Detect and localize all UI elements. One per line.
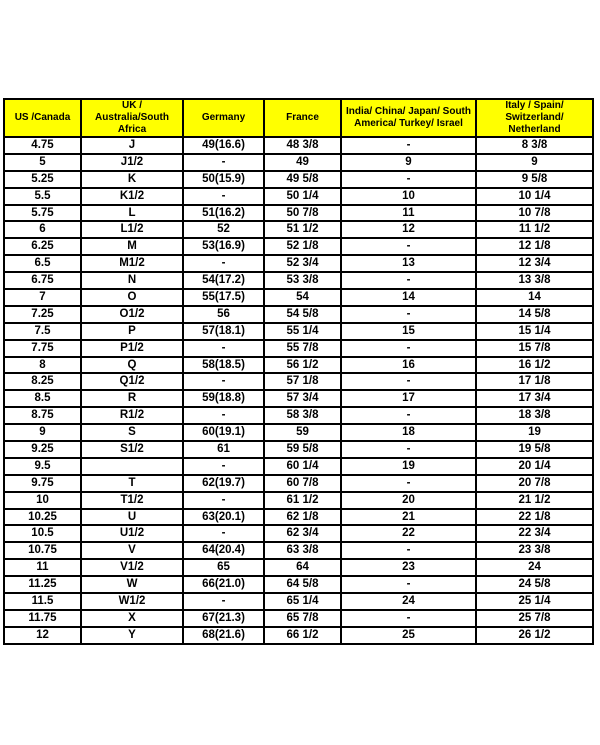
table-cell: 61 1/2: [264, 492, 341, 509]
table-row: [4, 424, 593, 441]
table-cell: J1/2: [81, 154, 183, 171]
table-cell: 9.5: [4, 458, 81, 475]
table-cell: 52 3/4: [264, 255, 341, 272]
table-cell: 64(20.4): [183, 542, 264, 559]
table-cell: 16: [341, 357, 476, 374]
table-cell: 22 3/4: [476, 525, 593, 542]
table-row: [4, 627, 593, 644]
table-cell: 9 5/8: [476, 171, 593, 188]
table-cell: 64 5/8: [264, 576, 341, 593]
table-cell: 7.25: [4, 306, 81, 323]
table-cell: 4.75: [4, 137, 81, 154]
table-cell: 66(21.0): [183, 576, 264, 593]
table-cell: 10.5: [4, 525, 81, 542]
table-cell: 60 1/4: [264, 458, 341, 475]
table-cell: 63(20.1): [183, 509, 264, 526]
table-cell: 61: [183, 441, 264, 458]
table-cell: 53 3/8: [264, 272, 341, 289]
table-cell: -: [341, 441, 476, 458]
table-cell: 6: [4, 221, 81, 238]
table-cell: -: [183, 188, 264, 205]
table-cell: 17 1/8: [476, 373, 593, 390]
table-cell: V: [81, 542, 183, 559]
table-cell: 56 1/2: [264, 357, 341, 374]
table-cell: 6.75: [4, 272, 81, 289]
table-cell: 25 7/8: [476, 610, 593, 627]
table-cell: -: [341, 272, 476, 289]
table-cell: 7.5: [4, 323, 81, 340]
table-cell: 49(16.6): [183, 137, 264, 154]
table-cell: 10: [4, 492, 81, 509]
table-cell: 5: [4, 154, 81, 171]
table-cell: 9.75: [4, 475, 81, 492]
table-row: [4, 458, 593, 475]
table-row: [4, 272, 593, 289]
table-row: [4, 137, 593, 154]
table-cell: N: [81, 272, 183, 289]
table-cell: Q1/2: [81, 373, 183, 390]
table-cell: 19: [341, 458, 476, 475]
table-cell: 11.25: [4, 576, 81, 593]
table-cell: -: [183, 373, 264, 390]
table-row: [4, 221, 593, 238]
table-cell: Y: [81, 627, 183, 644]
table-cell: 10 1/4: [476, 188, 593, 205]
table-cell: 5.5: [4, 188, 81, 205]
table-row: [4, 357, 593, 374]
table-cell: S: [81, 424, 183, 441]
table-cell: P1/2: [81, 340, 183, 357]
table-cell: U: [81, 509, 183, 526]
column-header-us-canada: US /Canada: [4, 99, 81, 137]
table-cell: 8.5: [4, 390, 81, 407]
table-cell: 8 3/8: [476, 137, 593, 154]
column-header-france: France: [264, 99, 341, 137]
table-cell: -: [341, 542, 476, 559]
table-cell: Q: [81, 357, 183, 374]
table-cell: 6.25: [4, 238, 81, 255]
table-cell: 20: [341, 492, 476, 509]
table-cell: 10.75: [4, 542, 81, 559]
table-cell: 15 7/8: [476, 340, 593, 357]
table-cell: 13 3/8: [476, 272, 593, 289]
table-cell: 55 1/4: [264, 323, 341, 340]
ring-size-conversion-table: [3, 98, 594, 645]
table-cell: 24 5/8: [476, 576, 593, 593]
table-cell: 60(19.1): [183, 424, 264, 441]
table-cell: 7: [4, 289, 81, 306]
table-row: [4, 205, 593, 222]
table-cell: -: [341, 610, 476, 627]
table-cell: 21: [341, 509, 476, 526]
table-cell: T1/2: [81, 492, 183, 509]
table-cell: -: [183, 458, 264, 475]
table-cell: 21 1/2: [476, 492, 593, 509]
table-cell: 15 1/4: [476, 323, 593, 340]
table-cell: 12: [4, 627, 81, 644]
table-cell: M: [81, 238, 183, 255]
table-cell: 53(16.9): [183, 238, 264, 255]
table-cell: 14 5/8: [476, 306, 593, 323]
table-cell: 15: [341, 323, 476, 340]
table-cell: 57 3/4: [264, 390, 341, 407]
table-cell: J: [81, 137, 183, 154]
table-row: [4, 492, 593, 509]
table-cell: -: [341, 306, 476, 323]
table-cell: L1/2: [81, 221, 183, 238]
table-cell: -: [341, 137, 476, 154]
table-cell: 50 7/8: [264, 205, 341, 222]
table-cell: -: [183, 525, 264, 542]
table-cell: [81, 458, 183, 475]
table-cell: 22 1/8: [476, 509, 593, 526]
table-cell: 49 5/8: [264, 171, 341, 188]
table-cell: L: [81, 205, 183, 222]
table-cell: 68(21.6): [183, 627, 264, 644]
table-cell: 48 3/8: [264, 137, 341, 154]
table-cell: 11: [341, 205, 476, 222]
table-cell: 14: [341, 289, 476, 306]
table-cell: 9.25: [4, 441, 81, 458]
table-cell: 12: [341, 221, 476, 238]
table-cell: 62(19.7): [183, 475, 264, 492]
table-row: [4, 390, 593, 407]
table-cell: K: [81, 171, 183, 188]
table-cell: R: [81, 390, 183, 407]
table-cell: 67(21.3): [183, 610, 264, 627]
table-cell: 55 7/8: [264, 340, 341, 357]
header-row: [4, 99, 593, 137]
table-cell: 5.75: [4, 205, 81, 222]
table-cell: K1/2: [81, 188, 183, 205]
table-cell: S1/2: [81, 441, 183, 458]
table-cell: 18 3/8: [476, 407, 593, 424]
table-cell: 65 1/4: [264, 593, 341, 610]
table-cell: 54: [264, 289, 341, 306]
table-row: [4, 255, 593, 272]
table-row: [4, 188, 593, 205]
table-cell: -: [183, 593, 264, 610]
table-cell: 60 7/8: [264, 475, 341, 492]
table-cell: -: [183, 492, 264, 509]
table-cell: 50(15.9): [183, 171, 264, 188]
table-cell: 51(16.2): [183, 205, 264, 222]
table-cell: 62 3/4: [264, 525, 341, 542]
table-cell: 25 1/4: [476, 593, 593, 610]
table-cell: 11.5: [4, 593, 81, 610]
table-cell: 66 1/2: [264, 627, 341, 644]
table-cell: 10.25: [4, 509, 81, 526]
table-cell: 57(18.1): [183, 323, 264, 340]
table-cell: -: [341, 238, 476, 255]
table-cell: 54 5/8: [264, 306, 341, 323]
table-row: [4, 509, 593, 526]
table-cell: 13: [341, 255, 476, 272]
table-cell: O: [81, 289, 183, 306]
table-row: [4, 289, 593, 306]
table-cell: 18: [341, 424, 476, 441]
table-cell: 17: [341, 390, 476, 407]
table-cell: 12 3/4: [476, 255, 593, 272]
table-cell: O1/2: [81, 306, 183, 323]
table-cell: 20 7/8: [476, 475, 593, 492]
table-cell: 10: [341, 188, 476, 205]
table-cell: 56: [183, 306, 264, 323]
column-header-uk-australia-south-africa: UK / Australia/South Africa: [81, 99, 183, 137]
table-cell: 9: [341, 154, 476, 171]
table-row: [4, 340, 593, 357]
table-cell: 59 5/8: [264, 441, 341, 458]
table-cell: 6.5: [4, 255, 81, 272]
table-cell: 10 7/8: [476, 205, 593, 222]
table-row: [4, 559, 593, 576]
table-cell: -: [341, 171, 476, 188]
table-row: [4, 542, 593, 559]
table-row: [4, 475, 593, 492]
table-cell: 59(18.8): [183, 390, 264, 407]
table-cell: X: [81, 610, 183, 627]
table-cell: 65 7/8: [264, 610, 341, 627]
table-cell: -: [183, 340, 264, 357]
table-cell: -: [183, 407, 264, 424]
table-row: [4, 525, 593, 542]
table-cell: 23 3/8: [476, 542, 593, 559]
table-cell: W: [81, 576, 183, 593]
table-cell: 26 1/2: [476, 627, 593, 644]
table-cell: M1/2: [81, 255, 183, 272]
column-header-germany: Germany: [183, 99, 264, 137]
table-cell: 19 5/8: [476, 441, 593, 458]
table-row: [4, 576, 593, 593]
table-cell: 50 1/4: [264, 188, 341, 205]
table-body: [4, 137, 593, 644]
table-cell: P: [81, 323, 183, 340]
table-row: [4, 593, 593, 610]
table-cell: 22: [341, 525, 476, 542]
table-row: [4, 238, 593, 255]
table-cell: 63 3/8: [264, 542, 341, 559]
table-row: [4, 407, 593, 424]
table-header-row: [4, 99, 593, 137]
table-cell: 49: [264, 154, 341, 171]
table-cell: V1/2: [81, 559, 183, 576]
table-cell: -: [341, 340, 476, 357]
table-cell: 59: [264, 424, 341, 441]
table-cell: 7.75: [4, 340, 81, 357]
table-row: [4, 306, 593, 323]
table-cell: 24: [476, 559, 593, 576]
table-row: [4, 610, 593, 627]
table-cell: 14: [476, 289, 593, 306]
table-cell: 11: [4, 559, 81, 576]
table-cell: 58 3/8: [264, 407, 341, 424]
table-cell: 8.25: [4, 373, 81, 390]
table-cell: 11.75: [4, 610, 81, 627]
table-cell: U1/2: [81, 525, 183, 542]
table-cell: -: [341, 373, 476, 390]
table-cell: 24: [341, 593, 476, 610]
table-cell: -: [183, 154, 264, 171]
table-row: [4, 171, 593, 188]
table-cell: -: [341, 407, 476, 424]
table-cell: -: [341, 576, 476, 593]
table-cell: 54(17.2): [183, 272, 264, 289]
table-cell: 9: [476, 154, 593, 171]
table-cell: 62 1/8: [264, 509, 341, 526]
table-cell: 8.75: [4, 407, 81, 424]
table-row: [4, 323, 593, 340]
table-row: [4, 441, 593, 458]
table-cell: 12 1/8: [476, 238, 593, 255]
table-cell: 23: [341, 559, 476, 576]
table-cell: T: [81, 475, 183, 492]
table-cell: 57 1/8: [264, 373, 341, 390]
column-header-india-china-japan: India/ China/ Japan/ South America/ Turkey/ Israel: [341, 99, 476, 137]
table-cell: 19: [476, 424, 593, 441]
table-cell: 17 3/4: [476, 390, 593, 407]
table-cell: 51 1/2: [264, 221, 341, 238]
table-cell: 5.25: [4, 171, 81, 188]
table-cell: 52: [183, 221, 264, 238]
table-cell: 11 1/2: [476, 221, 593, 238]
table-cell: 25: [341, 627, 476, 644]
table-cell: 20 1/4: [476, 458, 593, 475]
table-cell: 55(17.5): [183, 289, 264, 306]
table-cell: -: [183, 255, 264, 272]
table-cell: -: [341, 475, 476, 492]
table-cell: 65: [183, 559, 264, 576]
table-cell: 8: [4, 357, 81, 374]
table-cell: 52 1/8: [264, 238, 341, 255]
table-row: [4, 373, 593, 390]
table-cell: W1/2: [81, 593, 183, 610]
table-cell: R1/2: [81, 407, 183, 424]
column-header-italy-spain-switzerland: Italy / Spain/ Switzerland/ Netherland: [476, 99, 593, 137]
table-cell: 58(18.5): [183, 357, 264, 374]
table-row: [4, 154, 593, 171]
table-cell: 64: [264, 559, 341, 576]
table-cell: 9: [4, 424, 81, 441]
table-cell: 16 1/2: [476, 357, 593, 374]
